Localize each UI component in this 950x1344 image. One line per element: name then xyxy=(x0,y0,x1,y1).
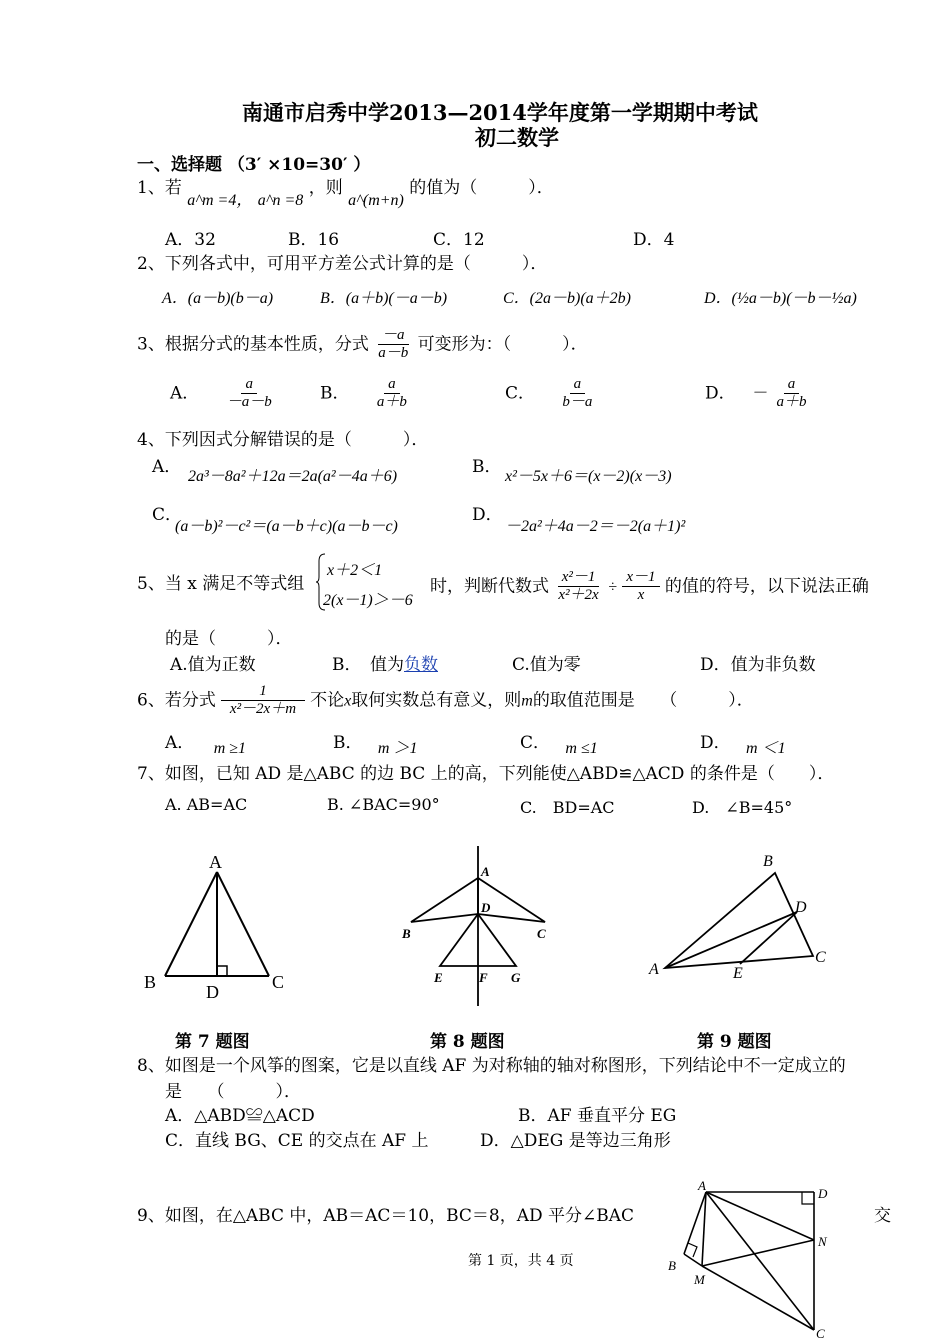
fig7-label-b: B xyxy=(144,972,157,992)
figure-8 xyxy=(398,846,558,1006)
q1-option-b: B．16 xyxy=(288,230,340,250)
fig7-label-a: A xyxy=(209,852,222,872)
q5-option-c: C.值为零 xyxy=(512,655,581,675)
q2-option-d: D．(½a－b)(－b－½a) xyxy=(704,290,857,307)
q8-option-b: B．AF 垂直平分 EG xyxy=(518,1106,677,1126)
q8-stem: 8、如图是一个风筝的图案，它是以直线 AF 为对称轴的轴对称图形，下列结论中不一定成立的 xyxy=(137,1056,846,1076)
fig9-caption: 第 9 题图 xyxy=(697,1032,772,1052)
q6-prefix: 6、若分式 xyxy=(137,690,216,711)
q9-stem: 9、如图，在△ABC 中，AB＝AC＝10，BC＝8，AD 平分∠BAC xyxy=(137,1206,635,1226)
q6-d-expr: m ＜1 xyxy=(746,740,786,757)
q4-a-expr: 2a³－8a²＋12a＝2a(a²－4a＋6) xyxy=(188,468,398,485)
q5-option-b xyxy=(332,650,438,675)
q5-b-link[interactable]: 负数 xyxy=(404,655,438,675)
q5-mid: 时，判断代数式 xyxy=(430,576,549,597)
q6-var-m: m xyxy=(521,692,533,710)
q2-option-a: A．(a－b)(b－a) xyxy=(162,290,274,307)
fig8-label-d: D xyxy=(481,900,491,915)
q3-c-label: C． xyxy=(505,383,536,404)
fig9-label-e: E xyxy=(733,965,743,982)
q1-option-d: D．4 xyxy=(633,230,675,250)
q6-fraction xyxy=(221,683,305,719)
q8-option-d: D．△DEG 是等边三角形 xyxy=(480,1131,671,1151)
q5-divide: ÷ xyxy=(608,578,617,596)
section-heading: 一、选择题 （3′ ×10=30′ ） xyxy=(137,155,371,175)
q5-system-2: 2(x－1)＞－6 xyxy=(323,592,413,609)
q3-c-den: b－a xyxy=(562,394,593,411)
q5-f2-num: x－1 xyxy=(622,569,659,587)
q3-d-frac xyxy=(772,376,810,412)
question-1 xyxy=(137,173,554,209)
q3-b-den: a＋b xyxy=(376,394,407,411)
q7-option-b: B. ∠BAC=90° xyxy=(327,795,440,814)
q3-d-sign: － xyxy=(751,385,768,403)
q4-c-expr: (a－b)²－c²＝(a－b＋c)(a－b－c) xyxy=(175,518,398,535)
q8-option-c: C．直线 BG、CE 的交点在 AF 上 xyxy=(165,1131,429,1151)
fig8-label-g: G xyxy=(511,970,521,985)
q8-line2: 是 （ ）． xyxy=(165,1082,301,1102)
question-5-expr xyxy=(430,569,869,605)
q9-tail: 交 xyxy=(874,1206,891,1226)
q4-d-label: D． xyxy=(472,505,503,525)
q5-option-a: A.值为正数 xyxy=(170,655,256,675)
figq9-label-c: C xyxy=(816,1326,825,1340)
q3-a-den: －a－b xyxy=(226,394,272,411)
q5-suffix: 的值的符号，以下说法正确 xyxy=(664,576,869,597)
fig8-label-f: F xyxy=(479,970,488,985)
q6-c-expr: m ≤1 xyxy=(565,740,598,757)
fig8-label-c: C xyxy=(537,926,546,941)
q3-suffix: 可变形为：（ ）． xyxy=(417,334,588,355)
q6-a-expr: m ≥1 xyxy=(213,740,247,757)
q3-a-num: a xyxy=(241,376,257,394)
q3-b-label: B． xyxy=(320,383,350,404)
q4-stem: 4、下列因式分解错误的是（ ）． xyxy=(137,430,429,450)
fig7-label-c: C xyxy=(272,972,285,992)
q1-prefix: 1、若 xyxy=(137,178,182,198)
q1-mid: ，则 xyxy=(308,178,343,198)
fig8-label-e: E xyxy=(434,970,443,985)
figq9-label-a: A xyxy=(698,1180,706,1193)
q1-option-c: C．12 xyxy=(433,230,485,250)
q4-b-expr: x²－5x＋6＝(x－2)(x－3) xyxy=(505,468,672,485)
figq9-label-b: B xyxy=(668,1258,676,1273)
q4-a-label: A． xyxy=(152,457,182,477)
q5-f1-den: x²＋2x xyxy=(558,587,599,604)
q4-c-label: C． xyxy=(152,505,183,525)
q4-b-label: B． xyxy=(472,457,502,477)
q6-suffix: 的取值范围是 （ ）． xyxy=(532,690,754,711)
q3-b-num: a xyxy=(384,376,400,394)
q6-b-expr: m ＞1 xyxy=(377,740,418,757)
q2-option-c: C．(2a－b)(a＋2b) xyxy=(503,290,631,307)
q5-line2: 的是（ ）． xyxy=(165,629,293,649)
q6-frac-den: x²－2x＋m xyxy=(229,701,297,718)
q3-d-label: D． xyxy=(705,383,736,404)
fig8-caption: 第 8 题图 xyxy=(430,1032,505,1052)
q3-option-c xyxy=(505,376,596,412)
q7-option-d: D. ∠B=45° xyxy=(692,798,793,817)
page-title: 南通市启秀中学2013—2014学年度第一学期期中考试 xyxy=(242,100,758,125)
q6-option-b xyxy=(333,728,418,757)
q3-frac-den: a－b xyxy=(378,345,409,362)
figure-7 xyxy=(140,848,300,1003)
q2-option-b: B．(a＋b)(－a－b) xyxy=(320,290,448,307)
q1-expr-b: a^n =8 xyxy=(257,192,304,209)
q6-frac-num: 1 xyxy=(221,683,305,701)
q5-f1-num: x²－1 xyxy=(558,569,600,587)
q5-prefix: 5、当 x 满足不等式组 xyxy=(137,574,305,594)
fig9-label-b: B xyxy=(763,853,773,870)
q1-suffix: 的值为（ ）． xyxy=(409,178,554,198)
q3-option-a xyxy=(170,376,276,412)
q1-option-a: A．32 xyxy=(165,230,216,250)
figq9-label-d: D xyxy=(818,1186,828,1201)
q3-a-label: A． xyxy=(170,383,200,404)
q3-c-frac xyxy=(558,376,596,412)
q6-mid: 不论 xyxy=(310,690,345,711)
figure-9 xyxy=(645,848,845,988)
question-3 xyxy=(137,327,588,363)
q6-d-label: D． xyxy=(700,733,731,753)
q6-a-label: A． xyxy=(165,733,195,753)
page-footer: 第 1 页，共 4 页 xyxy=(468,1253,574,1269)
q5-system-1: x＋2＜1 xyxy=(327,562,383,579)
q3-option-b xyxy=(320,376,411,412)
fig8-label-a: A xyxy=(481,864,490,879)
fig8-label-b: B xyxy=(402,926,411,941)
q5-f2-den: x xyxy=(637,587,645,604)
q4-d-expr: －2a²＋4a－2＝－2(a＋1)² xyxy=(505,518,686,535)
q8-option-a: A．△ABD≌△ACD xyxy=(165,1106,315,1126)
q3-b-frac xyxy=(373,376,411,412)
q3-a-frac xyxy=(223,376,276,412)
page-subtitle: 初二数学 xyxy=(475,125,559,150)
q6-c-label: C． xyxy=(520,733,551,753)
fig7-label-d: D xyxy=(206,982,219,1002)
q7-option-a: A. AB=AC xyxy=(165,795,248,814)
q6-option-c xyxy=(520,728,598,757)
q5-frac-1 xyxy=(554,569,602,605)
q7-stem: 7、如图，已知 AD 是△ABC 的边 BC 上的高，下列能使△ABD≌△ACD 的条件是（ ）． xyxy=(137,764,835,784)
fig7-caption: 第 7 题图 xyxy=(175,1032,250,1052)
q7-option-c: C. BD=AC xyxy=(520,798,615,817)
q6-b-label: B． xyxy=(333,733,363,753)
question-6 xyxy=(137,683,754,719)
figure-q9 xyxy=(662,1180,842,1340)
q6-option-d xyxy=(700,728,786,757)
fig9-label-c: C xyxy=(815,949,826,966)
q6-var-x: x xyxy=(344,692,352,710)
q6-mid2: 取何实数总有意义，则 xyxy=(351,690,522,711)
q1-expr-a: a^m =4， xyxy=(187,192,253,209)
q3-fraction xyxy=(374,327,412,363)
q3-d-den: a＋b xyxy=(776,394,807,411)
q6-option-a xyxy=(165,728,247,757)
figq9-label-n: N xyxy=(818,1234,827,1249)
figq9-label-m: M xyxy=(694,1272,705,1287)
q2-stem: 2、下列各式中，可用平方差公式计算的是（ ）． xyxy=(137,254,548,274)
q3-prefix: 3、根据分式的基本性质，分式 xyxy=(137,334,369,355)
q3-frac-num: －a xyxy=(378,327,409,345)
q3-option-d xyxy=(705,376,810,412)
q3-d-num: a xyxy=(784,376,800,394)
fig9-label-d: D xyxy=(795,899,807,916)
q5-frac-2 xyxy=(622,569,659,605)
q5-option-d: D．值为非负数 xyxy=(700,655,816,675)
fig9-label-a: A xyxy=(649,961,659,978)
q3-c-num: a xyxy=(570,376,586,394)
q1-expr-c: a^(m+n) xyxy=(348,192,404,209)
q5-b-text: B． 值为 xyxy=(332,655,404,675)
